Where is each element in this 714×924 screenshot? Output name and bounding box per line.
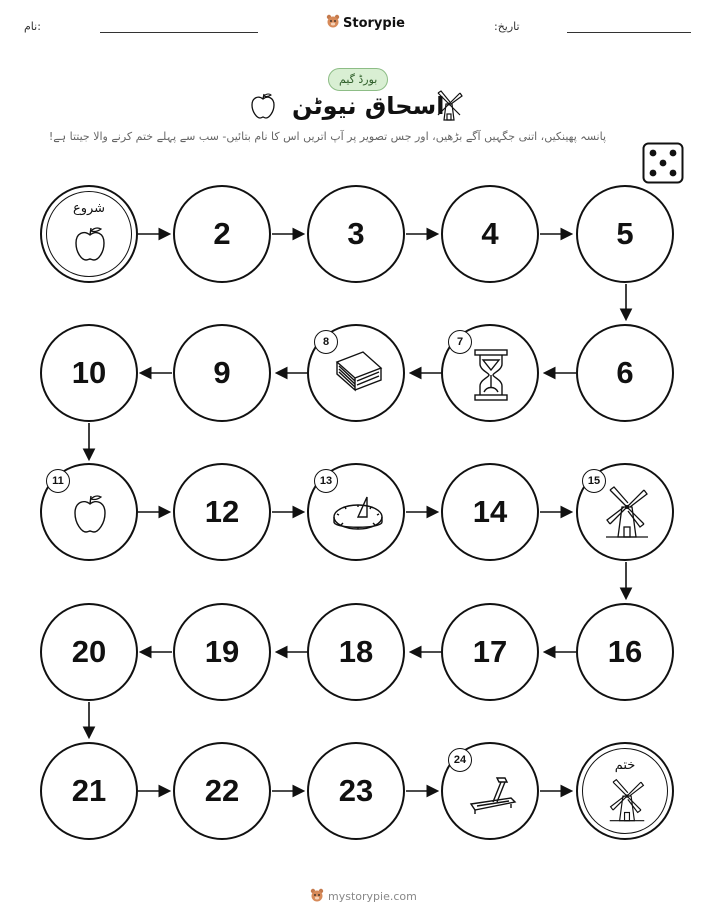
cell-2[interactable] (173, 185, 271, 283)
cell-4[interactable] (441, 185, 539, 283)
cell-number: 17 (472, 634, 508, 669)
cell-number: 22 (204, 773, 240, 808)
cell-number: 20 (71, 634, 107, 669)
cell-18[interactable] (307, 603, 405, 701)
cell-start[interactable] (40, 185, 138, 283)
treadmill-icon (467, 774, 519, 820)
start-label: شروع (72, 201, 106, 216)
cell-22[interactable] (173, 742, 271, 840)
apple-icon (73, 225, 107, 267)
cell-number: 16 (607, 634, 643, 669)
cell-number: 6 (616, 355, 634, 390)
cell-finish[interactable] (576, 742, 674, 840)
windmill-icon (604, 485, 650, 545)
cell-17[interactable] (441, 603, 539, 701)
finish-label: ختم (614, 758, 636, 773)
cell-7-badge: 7 (448, 330, 472, 354)
sundial-icon (331, 491, 385, 539)
cell-21[interactable] (40, 742, 138, 840)
cell-number: 18 (338, 634, 374, 669)
cell-23[interactable] (307, 742, 405, 840)
name-label: نام: (24, 20, 41, 33)
bear-logo-icon (310, 888, 324, 905)
cell-24-badge: 24 (448, 748, 472, 772)
cell-number: 19 (204, 634, 240, 669)
brand-name: Storypie (343, 15, 405, 31)
cell-number: 21 (71, 773, 107, 808)
cell-3[interactable] (307, 185, 405, 283)
cell-12[interactable] (173, 463, 271, 561)
cell-number: 10 (71, 355, 107, 390)
cell-number: 9 (213, 355, 231, 390)
cell-15-badge: 15 (582, 469, 606, 493)
cell-number: 2 (213, 216, 231, 251)
book-icon (333, 348, 385, 400)
cell-11-badge: 11 (46, 469, 70, 493)
cell-number: 23 (338, 773, 374, 808)
cell-16[interactable] (576, 603, 674, 701)
date-label: تاریخ: (494, 20, 520, 33)
cell-9[interactable] (173, 324, 271, 422)
cell-20[interactable] (40, 603, 138, 701)
cell-6[interactable] (576, 324, 674, 422)
page-title: اسحاق نیوٹن (292, 92, 445, 120)
cell-number: 3 (347, 216, 365, 251)
board-game-badge: بورڈ گیم (328, 68, 388, 91)
cell-number: 14 (472, 494, 508, 529)
cell-13-badge: 13 (314, 469, 338, 493)
cell-14[interactable] (441, 463, 539, 561)
cell-number: 5 (616, 216, 634, 251)
cell-number: 12 (204, 494, 240, 529)
windmill-icon (608, 778, 646, 828)
cell-5[interactable] (576, 185, 674, 283)
footer (310, 888, 417, 905)
cell-number: 4 (481, 216, 499, 251)
footer-site[interactable]: mystorypie.com (328, 890, 417, 903)
cell-8-badge: 8 (314, 330, 338, 354)
apple-icon (72, 493, 108, 539)
cell-10[interactable] (40, 324, 138, 422)
cell-19[interactable] (173, 603, 271, 701)
instructions: پانسہ پھینکیں، اتنی جگہیں آگے بڑھیں، اور جس تصویر پر آپ اتریں اس کا نام بتائیں- سب سے پہلے ختم کرنے والا جیتتا ہے! (48, 130, 606, 143)
hourglass-icon (471, 348, 511, 406)
